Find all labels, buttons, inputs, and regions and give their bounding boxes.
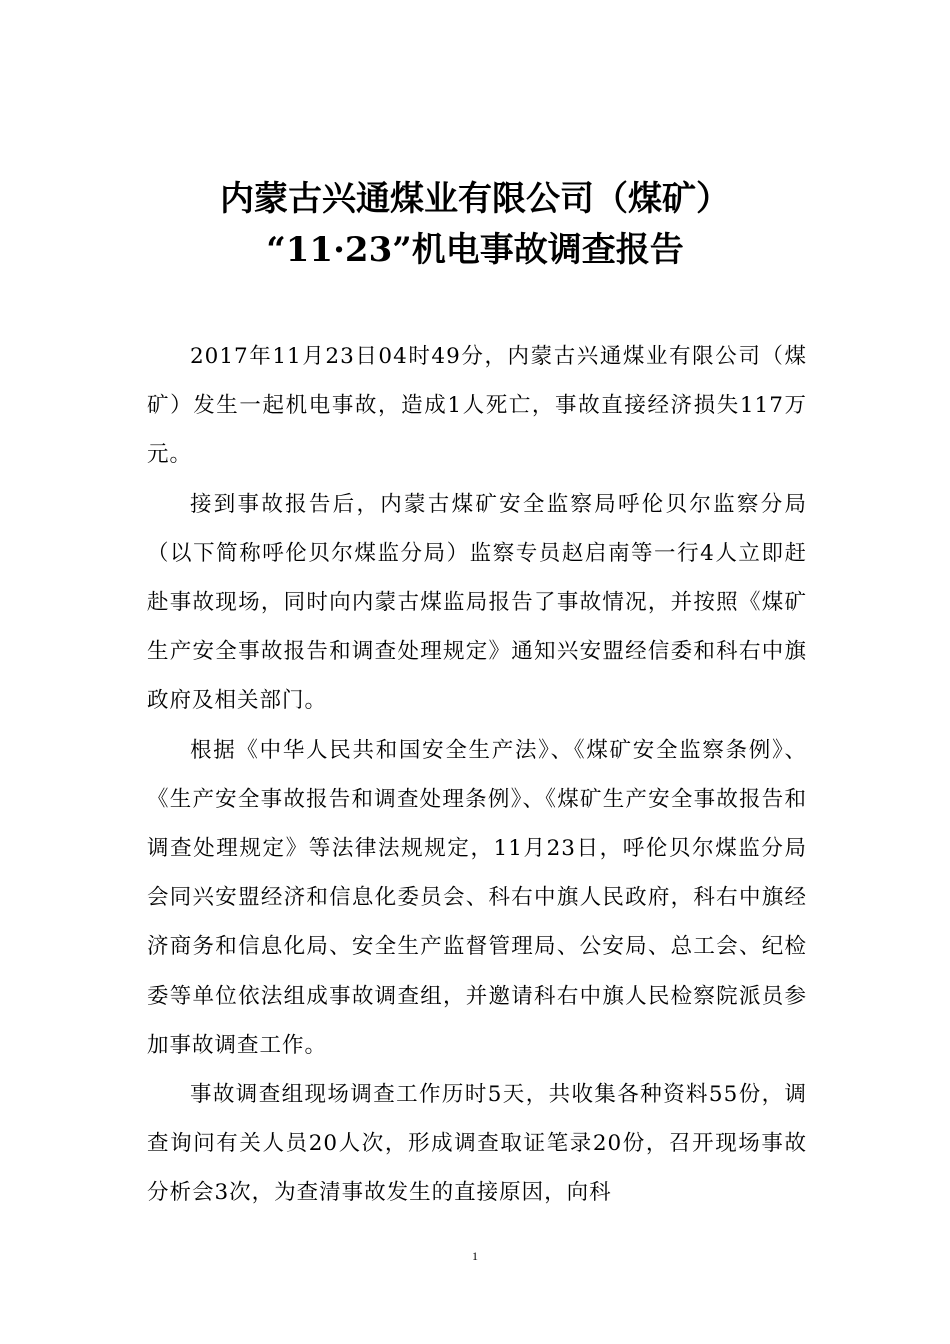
report-title-line-2: “11·23”机电事故调查报告 bbox=[266, 230, 684, 270]
paragraph-4: 事故调查组现场调查工作历时5天，共收集各种资料55份，调查询问有关人员20人次，形成调查取证笔录20份，召开现场事故分析会3次，为查清事故发生的直接原因，向科 bbox=[147, 1082, 807, 1206]
paragraph-2: 接到事故报告后，内蒙古煤矿安全监察局呼伦贝尔监察分局（以下简称呼伦贝尔煤监分局）监察专员赵启南等一行4人立即赶赴事故现场，同时向内蒙古煤监局报告了事故情况，并按照《煤矿生产安全事故报告和调查处理规定》通知兴安盟经信委和科右中旗政府及相关部门。 bbox=[147, 491, 807, 714]
paragraph-3: 根据《中华人民共和国安全生产法》、《煤矿安全监察条例》、《生产安全事故报告和调查处理条例》、《煤矿生产安全事故报告和调查处理规定》等法律法规规定，11月23日，呼伦贝尔煤监分局会同兴安盟经济和信息化委员会、科右中旗人民政府，科右中旗经济商务和信息化局、安全生产监督管理局、公安局、总工会、纪检委等单位依法组成事故调查组，并邀请科右中旗人民检察院派员参加事故调查工作。 bbox=[147, 737, 807, 1058]
page-number: 1 bbox=[472, 1249, 478, 1263]
report-body bbox=[147, 332, 807, 1218]
report-title-line-1: 内蒙古兴通煤业有限公司（煤矿） bbox=[220, 179, 730, 219]
paragraph-1: 2017年11月23日04时49分，内蒙古兴通煤业有限公司（煤矿）发生一起机电事故，造成1人死亡，事故直接经济损失117万元。 bbox=[147, 344, 807, 468]
